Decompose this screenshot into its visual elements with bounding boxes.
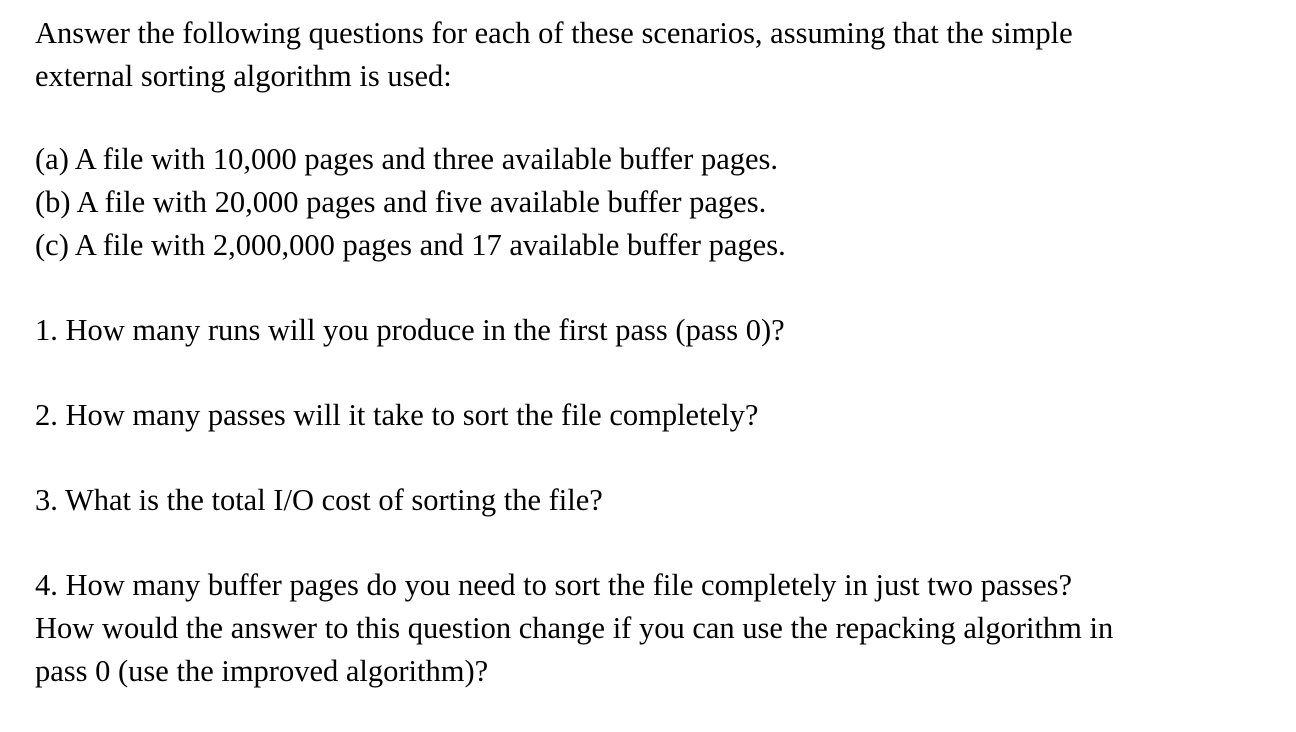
spacer: [35, 98, 1275, 138]
intro-line-2: external sorting algorithm is used:: [35, 59, 452, 93]
intro-line-1: Answer the following questions for each of these scenarios, assuming that the simple: [35, 16, 1073, 50]
spacer: [35, 437, 1275, 479]
question-3: [35, 479, 1275, 522]
scenario-b: (b) A file with 20,000 pages and five available buffer pages.: [35, 185, 767, 219]
question-1-text: 1. How many runs will you produce in the first pass (pass 0)?: [35, 313, 785, 347]
question-1: [35, 309, 1275, 352]
intro-paragraph: [35, 12, 1275, 98]
question-4-line-1: 4. How many buffer pages do you need to sort the file completely in just two passes?: [35, 568, 1073, 602]
question-4-line-2: How would the answer to this question change if you can use the repacking algorithm in: [35, 611, 1114, 645]
question-2-text: 2. How many passes will it take to sort the file completely?: [35, 398, 759, 432]
question-2: [35, 394, 1275, 437]
spacer: [35, 267, 1275, 309]
scenario-c: (c) A file with 2,000,000 pages and 17 available buffer pages.: [35, 228, 786, 262]
scenario-list: [35, 138, 1275, 267]
document-body: [35, 12, 1275, 693]
question-3-text: 3. What is the total I/O cost of sorting the file?: [35, 483, 603, 517]
question-4-line-3: pass 0 (use the improved algorithm)?: [35, 654, 489, 688]
scenario-a: (a) A file with 10,000 pages and three available buffer pages.: [35, 142, 779, 176]
spacer: [35, 522, 1275, 564]
spacer: [35, 352, 1275, 394]
question-4: [35, 564, 1275, 693]
